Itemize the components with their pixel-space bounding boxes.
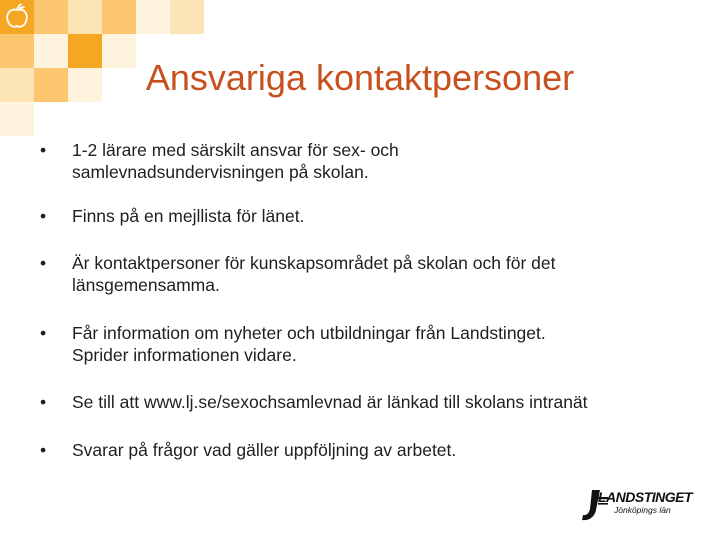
bullet-line: Får information om nyheter och utbildningar från Landstinget. xyxy=(72,323,546,343)
bullet-item xyxy=(40,139,690,183)
bullet-item xyxy=(40,205,690,227)
bullet-line: Finns på en mejllista för länet. xyxy=(72,206,305,226)
bullet-marker: • xyxy=(40,323,47,343)
bullet-line: Se till att www.lj.se/sexochsamlevnad är länkad till skolans intranät xyxy=(72,392,588,412)
slide-title: Ansvariga kontaktpersoner xyxy=(145,57,575,98)
bullet-item xyxy=(40,322,690,366)
bullet-marker: • xyxy=(40,440,47,460)
bullet-line: Sprider informationen vidare. xyxy=(72,345,297,365)
logo-brand-text: LANDSTINGET xyxy=(598,489,693,505)
bullet-marker: • xyxy=(40,206,47,226)
bullet-line: samlevnadsundervisningen på skolan. xyxy=(72,162,369,182)
bullet-marker: • xyxy=(40,392,47,412)
bullet-line: Är kontaktpersoner för kunskapsområdet på skolan och för det xyxy=(72,253,556,273)
bullet-line: länsgemensamma. xyxy=(72,275,220,295)
logo-subtitle: Jönköpings län xyxy=(614,505,671,515)
bullet-line: Svarar på frågor vad gäller uppföljning av arbetet. xyxy=(72,440,457,460)
bullet-marker: • xyxy=(40,253,47,273)
landstinget-logo xyxy=(578,488,693,524)
bullet-list xyxy=(40,139,690,461)
bullet-marker: • xyxy=(40,140,47,160)
bullet-item xyxy=(40,439,690,461)
bullet-item xyxy=(40,391,690,413)
bullet-item xyxy=(40,252,690,296)
bullet-line: 1-2 lärare med särskilt ansvar för sex- och xyxy=(72,140,399,160)
